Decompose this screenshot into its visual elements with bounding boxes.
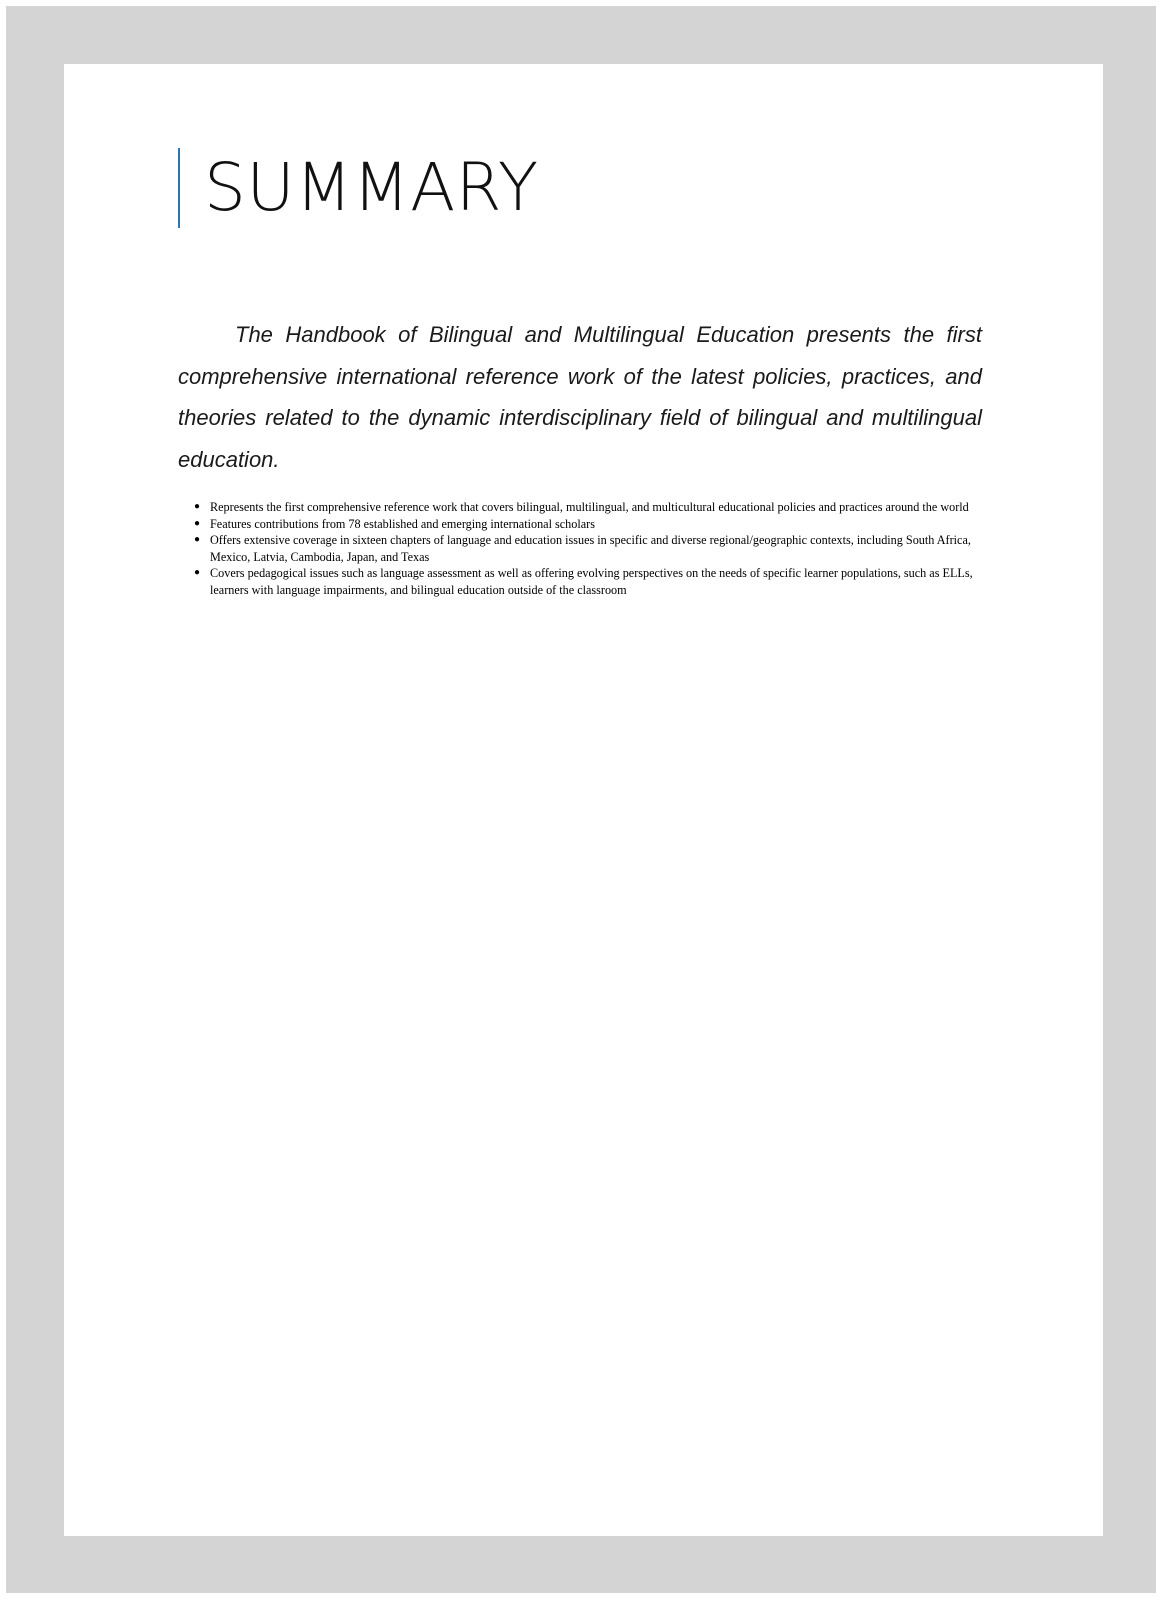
list-item-text: Offers extensive coverage in sixteen chapters of language and education issues in specific and diverse regional/geographic contexts, including South Africa, Mexico, Latvia, Cambodia, Japan, and Texas: [210, 533, 971, 564]
list-item-text: Represents the first comprehensive reference work that covers bilingual, multilingual, and multicultural educational policies and practices around the world: [210, 500, 969, 514]
list-item: [194, 565, 1000, 598]
bullet-icon: ●: [194, 534, 201, 545]
bullet-icon: ●: [194, 501, 201, 512]
list-item-text: Features contributions from 78 established and emerging international scholars: [210, 516, 595, 531]
document-frame: [6, 6, 1156, 1593]
feature-list: [192, 499, 1000, 598]
title-accent-bar: [178, 148, 539, 228]
page-title: SUMMARY: [204, 149, 539, 226]
bullet-icon: ●: [194, 567, 201, 578]
list-item: [194, 516, 1000, 533]
list-item: [194, 532, 1000, 565]
bullet-icon: ●: [194, 517, 201, 529]
document-page: [64, 64, 1103, 1536]
list-item-text: Covers pedagogical issues such as language assessment as well as offering evolving perspectives on the needs of specific learner populations, such as ELLs, learners with language impairments, and bilingual education outside of the classroom: [210, 566, 973, 597]
list-item: [194, 499, 1000, 516]
summary-paragraph: The Handbook of Bilingual and Multilingual Education presents the first comprehensive international reference work of the latest policies, practices, and theories related to the dynamic interdisciplinary field of bilingual and multilingual education.: [178, 322, 982, 472]
